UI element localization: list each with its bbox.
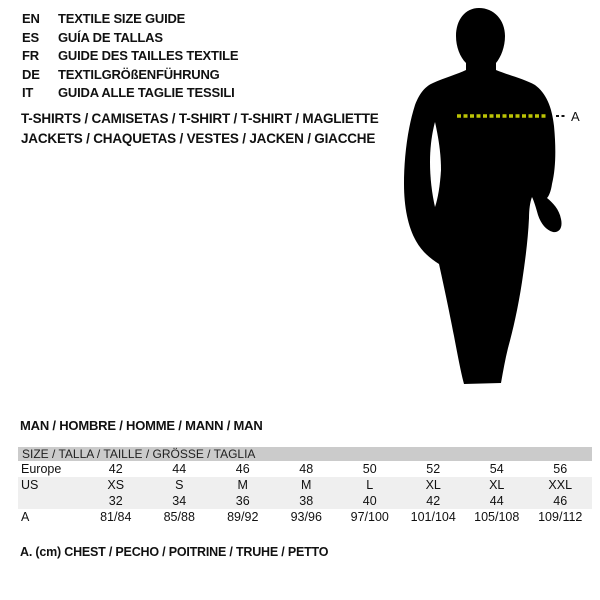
language-code: FR bbox=[22, 48, 39, 63]
size-cell: 97/100 bbox=[350, 510, 389, 524]
size-cell: 42 bbox=[426, 494, 441, 508]
size-cell: 81/84 bbox=[100, 510, 132, 524]
size-cell: 48 bbox=[299, 462, 314, 476]
man-silhouette bbox=[395, 0, 600, 400]
size-cell: 105/108 bbox=[474, 510, 520, 524]
language-row bbox=[22, 29, 238, 48]
size-cell: XL bbox=[489, 478, 505, 492]
size-cell: 52 bbox=[426, 462, 441, 476]
size-cell: 34 bbox=[172, 494, 187, 508]
size-cell: 85/88 bbox=[163, 510, 195, 524]
size-cell: M bbox=[237, 478, 248, 492]
size-cell: 44 bbox=[172, 462, 187, 476]
size-cell: 38 bbox=[299, 494, 314, 508]
size-cell: 50 bbox=[362, 462, 377, 476]
size-cell: 93/96 bbox=[290, 510, 322, 524]
size-cell: 109/112 bbox=[538, 510, 583, 524]
garment-categories bbox=[21, 109, 379, 149]
category-line-tshirts: T-SHIRTS / CAMISETAS / T-SHIRT / T-SHIRT / MAGLIETTE bbox=[21, 111, 379, 126]
language-label: GUIDE DES TAILLES TEXTILE bbox=[58, 48, 239, 63]
size-cell: 101/104 bbox=[410, 510, 456, 524]
row-label: Europe bbox=[21, 462, 62, 476]
size-cell: 56 bbox=[553, 462, 568, 476]
row-label: A bbox=[21, 510, 30, 524]
size-cell: XS bbox=[107, 478, 125, 492]
size-cell: 36 bbox=[235, 494, 250, 508]
man-silhouette-body bbox=[404, 8, 562, 384]
size-cell: L bbox=[366, 478, 374, 492]
language-label: GUÍA DE TALLAS bbox=[58, 29, 163, 45]
size-cell: 44 bbox=[489, 494, 504, 508]
language-label: GUIDA ALLE TAGLIE TESSILI bbox=[58, 85, 235, 100]
size-table-header: SIZE / TALLA / TAILLE / GRÖSSE / TAGLIA bbox=[18, 447, 592, 461]
size-cell: XL bbox=[425, 478, 441, 492]
size-cell: 32 bbox=[108, 494, 123, 508]
size-cell: S bbox=[175, 478, 184, 492]
size-figure bbox=[395, 0, 600, 400]
size-cell: M bbox=[301, 478, 312, 492]
size-cell: 89/92 bbox=[227, 510, 259, 524]
language-row bbox=[22, 66, 238, 85]
row-label: US bbox=[21, 478, 39, 492]
language-row bbox=[22, 84, 238, 103]
table-row-us-numbers bbox=[18, 493, 592, 509]
size-cell: 42 bbox=[108, 462, 123, 476]
language-code: DE bbox=[22, 66, 40, 82]
size-cell: XXL bbox=[548, 478, 573, 492]
language-row bbox=[22, 10, 238, 29]
language-code: EN bbox=[22, 11, 40, 26]
language-code: IT bbox=[22, 85, 34, 100]
size-table bbox=[18, 447, 592, 525]
measure-label-a: A bbox=[571, 109, 580, 124]
size-cell: 40 bbox=[362, 494, 377, 508]
language-row bbox=[22, 47, 238, 66]
measurement-footnote: A. (cm) CHEST / PECHO / POITRINE / TRUHE / PETTO bbox=[20, 545, 329, 559]
table-row-chest-a bbox=[18, 509, 592, 525]
table-row-europe bbox=[18, 461, 592, 477]
size-cell: 54 bbox=[489, 462, 504, 476]
category-line-jackets: JACKETS / CHAQUETAS / VESTES / JACKEN / GIACCHE bbox=[21, 131, 376, 146]
language-label: TEXTILGRÖßENFÜHRUNG bbox=[58, 66, 220, 82]
table-row-us-letters bbox=[18, 477, 592, 493]
size-cell: 46 bbox=[553, 494, 568, 508]
language-code: ES bbox=[22, 29, 39, 45]
section-title-man: MAN / HOMBRE / HOMME / MANN / MAN bbox=[20, 418, 263, 433]
language-list bbox=[22, 10, 238, 103]
size-cell: 46 bbox=[235, 462, 250, 476]
language-label: TEXTILE SIZE GUIDE bbox=[58, 11, 186, 26]
